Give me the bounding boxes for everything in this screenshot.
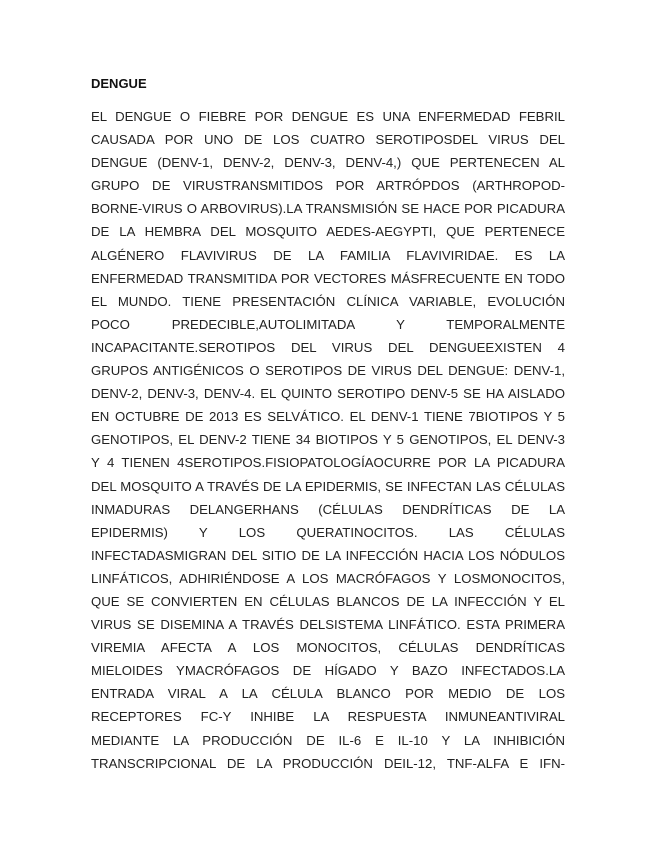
body-line: BORNE-VIRUS O ARBOVIRUS).LA TRANSMISIÓN SE HACE POR PICADURA [91, 201, 565, 217]
body-line: EL MUNDO. TIENE PRESENTACIÓN CLÍNICA VARIABLE, EVOLUCIÓN [91, 293, 565, 309]
body-line: INFECTADASMIGRAN DEL SITIO DE LA INFECCIÓN HACIA LOS NÓDULOS [91, 547, 565, 563]
document-title: DENGUE [91, 76, 147, 91]
body-line: ENFERMEDAD TRANSMITIDA POR VECTORES MÁSFRECUENTE EN TODO [91, 270, 565, 286]
body-line: Y 4 TIENEN 4SEROTIPOS.FISIOPATOLOGÍAOCURRE POR LA PICADURA [91, 455, 565, 471]
body-line: DEL MOSQUITO A TRAVÉS DE LA EPIDERMIS, SE INFECTAN LAS CÉLULAS [91, 478, 565, 494]
body-line: ALGÉNERO FLAVIVIRUS DE LA FAMILIA FLAVIVIRIDAE. ES LA [91, 247, 565, 263]
body-line: INMADURAS DELANGERHANS (CÉLULAS DENDRÍTICAS DE LA [91, 501, 565, 517]
body-line: DE LA HEMBRA DEL MOSQUITO AEDES-AEGYPTI, QUE PERTENECE [91, 224, 565, 240]
body-line: DENGUE (DENV-1, DENV-2, DENV-3, DENV-4,) QUE PERTENECEN AL [91, 155, 565, 171]
body-line: EN OCTUBRE DE 2013 ES SELVÁTICO. EL DENV-1 TIENE 7BIOTIPOS Y 5 [91, 409, 565, 425]
body-line: RECEPTORES FC-Y INHIBE LA RESPUESTA INMUNEANTIVIRAL [91, 709, 565, 725]
body-line: QUE SE CONVIERTEN EN CÉLULAS BLANCOS DE LA INFECCIÓN Y EL [91, 593, 565, 609]
body-line: MEDIANTE LA PRODUCCIÓN DE IL-6 E IL-10 Y LA INHIBICIÓN [91, 732, 565, 748]
body-line: GRUPO DE VIRUSTRANSMITIDOS POR ARTRÓPDOS (ARTHROPOD- [91, 178, 565, 194]
document-body [91, 105, 565, 775]
body-line: POCO PREDECIBLE,AUTOLIMITADA Y TEMPORALMENTE [91, 316, 565, 332]
body-line: EL DENGUE O FIEBRE POR DENGUE ES UNA ENFERMEDAD FEBRIL [91, 109, 565, 124]
body-line: DENV-2, DENV-3, DENV-4. EL QUINTO SEROTIPO DENV-5 SE HA AISLADO [91, 386, 565, 402]
body-line: VIREMIA AFECTA A LOS MONOCITOS, CÉLULAS DENDRÍTICAS [91, 640, 565, 656]
body-line: GRUPOS ANTIGÉNICOS O SEROTIPOS DE VIRUS DEL DENGUE: DENV-1, [91, 363, 565, 379]
body-line: VIRUS SE DISEMINA A TRAVÉS DELSISTEMA LINFÁTICO. ESTA PRIMERA [91, 617, 565, 633]
body-line: ENTRADA VIRAL A LA CÉLULA BLANCO POR MEDIO DE LOS [91, 686, 565, 702]
body-line: TRANSCRIPCIONAL DE LA PRODUCCIÓN DEIL-12, TNF-ALFA E IFN- [91, 755, 565, 771]
body-line: EPIDERMIS) Y LOS QUERATINOCITOS. LAS CÉLULAS [91, 524, 565, 540]
body-line: MIELOIDES YMACRÓFAGOS DE HÍGADO Y BAZO INFECTADOS.LA [91, 663, 565, 679]
body-line: CAUSADA POR UNO DE LOS CUATRO SEROTIPOSDEL VIRUS DEL [91, 132, 565, 148]
body-line: GENOTIPOS, EL DENV-2 TIENE 34 BIOTIPOS Y 5 GENOTIPOS, EL DENV-3 [91, 432, 565, 448]
body-line: LINFÁTICOS, ADHIRIÉNDOSE A LOS MACRÓFAGOS Y LOSMONOCITOS, [91, 570, 565, 586]
body-line: INCAPACITANTE.SEROTIPOS DEL VIRUS DEL DENGUEEXISTEN 4 [91, 339, 565, 355]
